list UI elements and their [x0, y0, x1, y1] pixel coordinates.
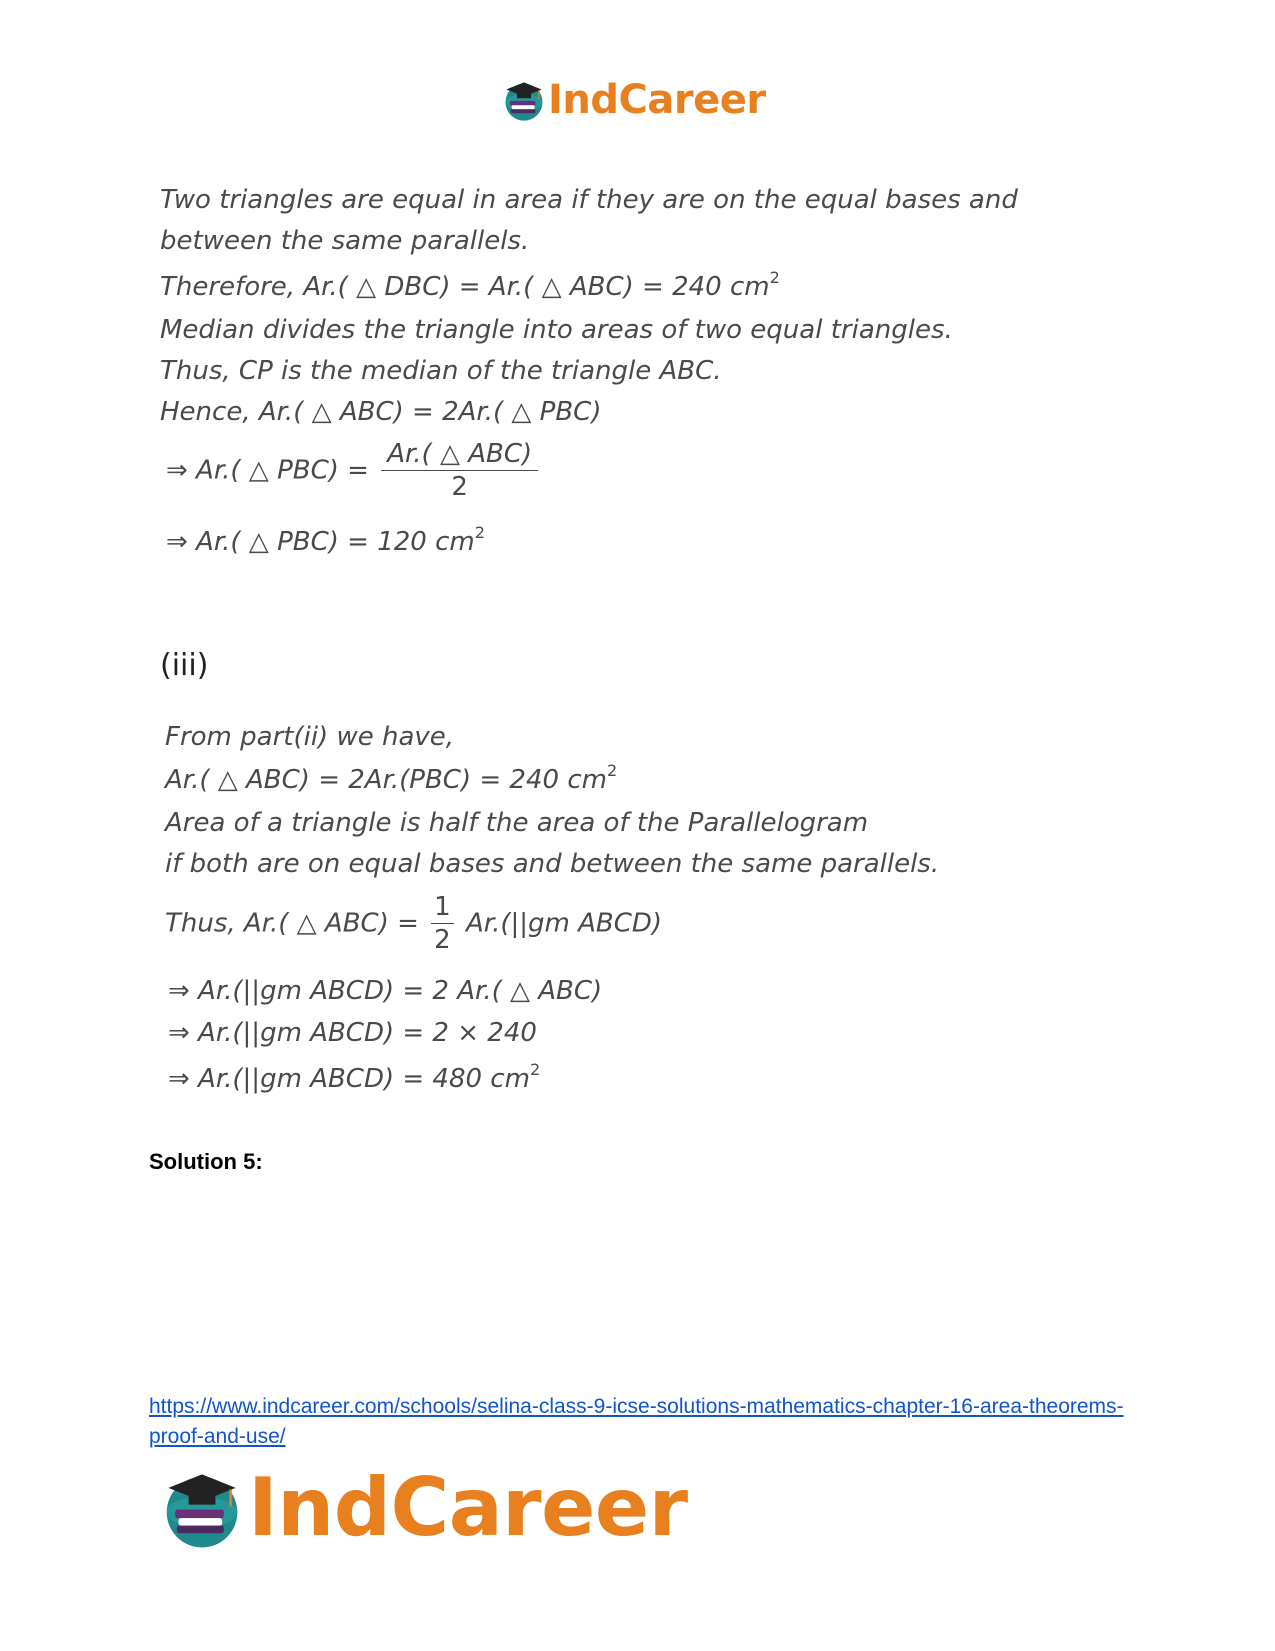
math-line: Hence, Ar.( △ ABC) = 2Ar.( △ PBC)	[160, 397, 602, 427]
math-line: between the same parallels.	[160, 226, 530, 256]
logo-wordmark: IndCareer	[248, 1461, 688, 1554]
math-line: From part(ii) we have,	[165, 722, 455, 752]
math-line: Area of a triangle is half the area of the Parallelogram	[165, 808, 869, 838]
math-line: Thus, CP is the median of the triangle ABC.	[160, 356, 722, 386]
math-line: ⇒ Ar.(||gm ABCD) = 480 $cm^2$	[168, 1060, 541, 1094]
indcareer-logo-bottom	[160, 1463, 688, 1553]
fraction: $\frac{\text{Ar.( △ ABC)}}{2}$	[381, 440, 538, 501]
part-label: (iii)	[160, 648, 209, 683]
math-fraction-line: Thus, Ar.( △ ABC) = $\frac{1}{2}$ Ar.(||gm ABCD)	[165, 892, 663, 955]
math-line: ⇒ Ar.(||gm ABCD) = 2 × 240	[168, 1018, 537, 1048]
source-link[interactable]: https://www.indcareer.com/schools/selina-class-9-icse-solutions-mathematics-chapter-16-area-theorems-proof-and-use/	[149, 1395, 1124, 1448]
math-line: Median divides the triangle into areas of two equal triangles.	[160, 315, 953, 345]
math-fraction-line: ⇒ Ar.( △ PBC) = $\frac{\text{Ar.( △ ABC)}}{2}$	[166, 440, 542, 501]
math-line: ⇒ Ar.(||gm ABCD) = 2 Ar.( △ ABC)	[168, 976, 603, 1006]
fraction: $\frac{1}{2}$	[431, 893, 454, 954]
solution-heading: Solution 5:	[149, 1149, 263, 1174]
graduation-globe-icon	[160, 1466, 244, 1550]
indcareer-logo-top	[502, 78, 766, 122]
logo-wordmark: IndCareer	[548, 77, 766, 123]
math-line: Ar.( △ ABC) = 2Ar.(PBC) = 240 $cm^2$	[165, 761, 618, 795]
graduation-globe-icon	[502, 78, 546, 122]
math-line: Two triangles are equal in area if they are on the equal bases and	[160, 185, 1018, 215]
math-line: Therefore, Ar.( △ DBC) = Ar.( △ ABC) = 240 $cm^2$	[160, 268, 780, 302]
math-line: ⇒ Ar.( △ PBC) = 120 $cm^2$	[166, 523, 485, 557]
math-line: if both are on equal bases and between the same parallels.	[165, 849, 940, 879]
